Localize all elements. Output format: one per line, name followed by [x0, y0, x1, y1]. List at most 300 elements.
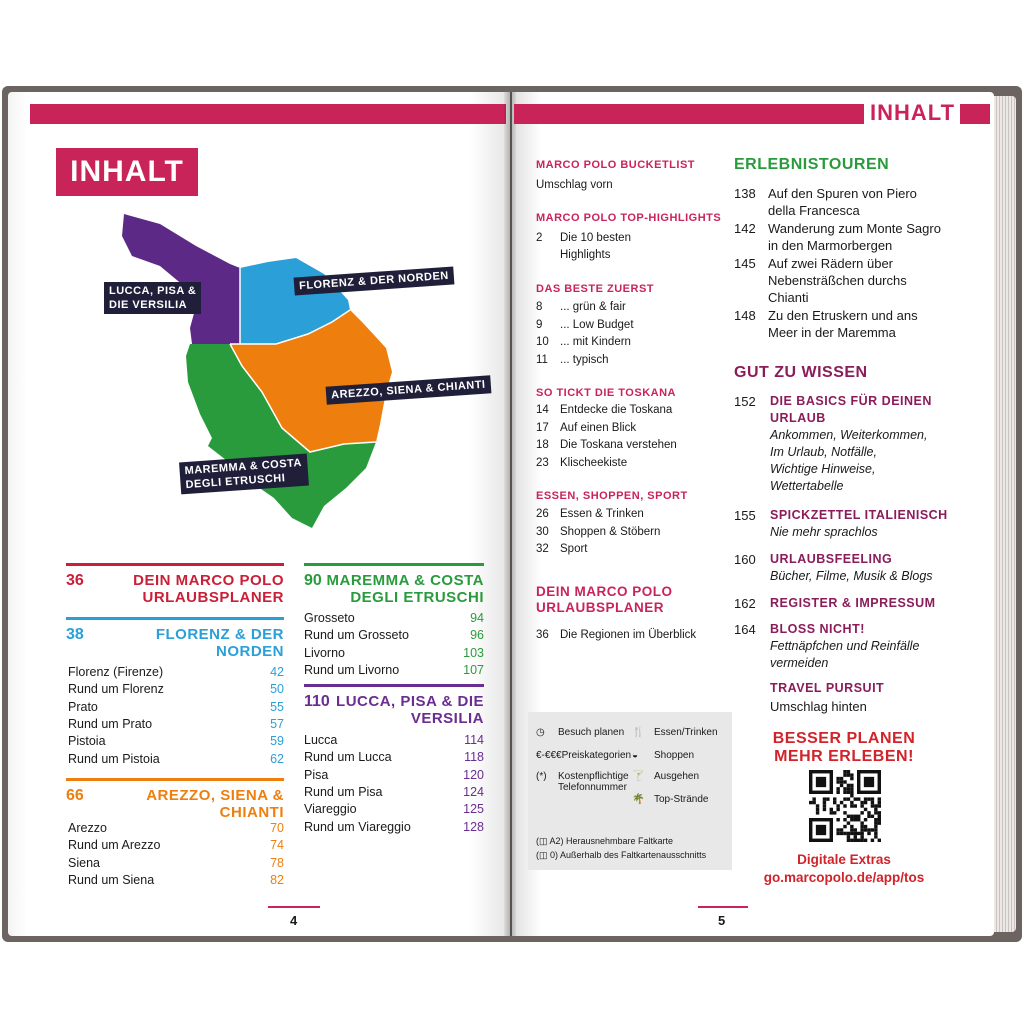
- section-title-line1: DEIN MARCO POLO: [133, 572, 284, 589]
- qr-module: [854, 839, 857, 842]
- section-tickt-title: SO TICKT DIE TOSKANA: [536, 387, 676, 399]
- toc-row[interactable]: [304, 732, 484, 749]
- planer-title-line1: DEIN MARCO POLO: [536, 584, 673, 599]
- region-lucca: [122, 214, 240, 344]
- qr-module: [854, 835, 857, 838]
- toc-row[interactable]: [68, 751, 284, 768]
- toc-line-text: Sport: [560, 543, 588, 555]
- legend-text-line: Top-Strände: [654, 794, 709, 805]
- info-page: 155: [734, 508, 756, 523]
- legend-item: [536, 771, 629, 793]
- info-title: [770, 621, 970, 638]
- highlights-line-2: Highlights: [560, 249, 611, 261]
- qr-module: [871, 804, 874, 807]
- toc-row[interactable]: [304, 767, 484, 784]
- qr-module: [836, 791, 839, 794]
- toc-line[interactable]: [536, 542, 588, 557]
- toc-row[interactable]: [68, 681, 284, 698]
- toc-row-name: Rund um Prato: [68, 716, 153, 731]
- toc-line-number: 11: [536, 353, 548, 366]
- qr-module: [878, 797, 881, 800]
- qr-module: [847, 821, 850, 824]
- toc-line-text: ... grün & fair: [560, 301, 626, 313]
- qr-module: [843, 780, 846, 783]
- qr-module: [847, 815, 850, 818]
- toc-line[interactable]: [536, 456, 627, 471]
- toc-row[interactable]: [68, 699, 284, 716]
- qr-module: [874, 811, 877, 814]
- qr-module: [840, 780, 843, 783]
- top-bar-right: [514, 104, 864, 124]
- section-number: 90: [304, 572, 322, 589]
- info-subtitle-line: Nie mehr sprachlos: [770, 525, 878, 539]
- top-bar-left: [30, 104, 506, 124]
- qr-module: [812, 801, 815, 804]
- tour-item[interactable]: [734, 307, 974, 341]
- toc-row[interactable]: [304, 749, 484, 766]
- qr-module: [854, 815, 857, 818]
- toc-row[interactable]: [68, 733, 284, 750]
- qr-module: [871, 828, 874, 831]
- tour-item[interactable]: [734, 255, 974, 306]
- section-title-line2: VERSILIA: [410, 710, 484, 727]
- toc-row[interactable]: [304, 645, 484, 662]
- toc-row-name: Grosseto: [304, 611, 355, 625]
- section-bucketlist-title: MARCO POLO BUCKETLIST: [536, 159, 695, 171]
- qr-module: [864, 825, 867, 828]
- qr-module: [857, 832, 860, 835]
- qr-module: [878, 818, 881, 821]
- qr-module: [850, 825, 853, 828]
- legend-text-line: Besuch planen: [558, 727, 625, 738]
- fork-knife-icon: 🍴: [632, 727, 645, 738]
- legend-text: [654, 750, 694, 761]
- toc-section-lucca: [304, 684, 484, 730]
- section-title: [336, 693, 484, 727]
- qr-module: [840, 784, 843, 787]
- qr-module: [847, 835, 850, 838]
- toc-section-planer: [66, 563, 284, 613]
- qr-module: [836, 818, 839, 821]
- toc-row[interactable]: [304, 627, 484, 644]
- qr-module: [836, 777, 839, 780]
- qr-module: [857, 818, 860, 821]
- toc-row[interactable]: [304, 662, 484, 679]
- tour-title: [768, 255, 968, 306]
- info-title: [770, 551, 970, 568]
- qr-module: [843, 825, 846, 828]
- page-header: INHALT: [870, 100, 956, 125]
- toc-line-number: 32: [536, 543, 549, 555]
- qr-module: [823, 797, 826, 800]
- toc-row-name: Livorno: [304, 645, 345, 660]
- qr-module: [854, 832, 857, 835]
- toc-line-text: ... typisch: [560, 353, 609, 366]
- toc-line-text: ... Low Budget: [560, 318, 634, 331]
- toc-row-name: Rund um Viareggio: [304, 819, 411, 834]
- highlights-text-1: Die 10 besten: [560, 232, 631, 244]
- tour-title-line: Auf zwei Rädern über: [768, 256, 894, 271]
- toc-row-page: 103: [463, 645, 484, 660]
- qr-module: [864, 828, 867, 831]
- qr-module: [874, 832, 877, 835]
- qr-module: [864, 839, 867, 842]
- page-number-bar-left: [268, 906, 320, 908]
- qr-module: [850, 777, 853, 780]
- section-title-line2: NORDEN: [215, 643, 284, 660]
- section-number: 36: [66, 572, 84, 589]
- qr-module: [816, 777, 826, 787]
- toc-row-page: 82: [270, 872, 284, 887]
- toc-row-name: Rund um Lucca: [304, 750, 392, 765]
- info-item[interactable]: [734, 507, 974, 541]
- section-title: [133, 572, 284, 606]
- legend-text-line: Telefonnummer: [558, 782, 627, 793]
- toc-row[interactable]: [304, 610, 484, 627]
- qr-module: [878, 804, 881, 807]
- legend-text: [654, 794, 708, 805]
- toc-line-number: 30: [536, 525, 549, 538]
- info-title-line: URLAUBSFEELING: [770, 552, 893, 566]
- tour-page: 138: [734, 186, 756, 201]
- info-title-line: DIE BASICS FÜR DEINEN: [770, 394, 932, 408]
- qr-module: [864, 801, 867, 804]
- toc-row[interactable]: [304, 819, 484, 836]
- legend-text: [558, 727, 624, 738]
- qr-module: [836, 828, 839, 831]
- toc-row-page: 57: [270, 716, 284, 731]
- toc-line[interactable]: [536, 353, 609, 368]
- qr-module: [850, 839, 853, 842]
- qr-module: [816, 825, 826, 835]
- toc-line[interactable]: [536, 335, 631, 350]
- page-title: INHALT: [56, 148, 198, 196]
- qr-module: [854, 828, 857, 831]
- section-number: 110: [304, 693, 330, 710]
- book-spine: [504, 92, 516, 936]
- toc-line-text: ... mit Kindern: [560, 336, 631, 348]
- section-title-line1: FLORENZ & DER: [155, 626, 284, 643]
- legend-note-1: (◫ A2) Herausnehmbare Faltkarte: [536, 836, 674, 846]
- info-subtitle-line: Fettnäpfchen und Reinfälle: [770, 639, 920, 653]
- gut-zu-wissen-title: GUT ZU WISSEN: [734, 364, 868, 381]
- info-subtitle: [770, 524, 970, 541]
- legend-text: [654, 771, 699, 782]
- qr-module: [836, 832, 839, 835]
- tour-title-line: Meer in der Maremma: [768, 325, 896, 340]
- map-label-lucca: [104, 282, 201, 314]
- palm-tree-icon: 🌴: [632, 794, 645, 805]
- legend-item: [536, 750, 631, 761]
- info-title: [770, 507, 970, 524]
- qr-module: [857, 815, 860, 818]
- info-page: 162: [734, 596, 756, 611]
- qr-module: [871, 801, 874, 804]
- section-essen-title: ESSEN, SHOPPEN, SPORT: [536, 490, 688, 502]
- qr-module: [840, 828, 843, 831]
- qr-module: [850, 828, 853, 831]
- qr-module: [867, 832, 870, 835]
- info-page: 164: [734, 622, 756, 637]
- legend-text-line: Shoppen: [654, 750, 695, 761]
- qr-code-icon[interactable]: [802, 770, 888, 842]
- toc-line-number: 17: [536, 421, 549, 434]
- legend-item: [632, 794, 708, 805]
- toc-row-page: 59: [270, 734, 284, 749]
- toc-row[interactable]: [68, 664, 284, 681]
- qr-module: [867, 815, 870, 818]
- toc-row-page: 96: [470, 628, 484, 643]
- qr-module: [836, 780, 839, 783]
- qr-module: [816, 811, 819, 814]
- erlebnistouren-title: ERLEBNISTOUREN: [734, 156, 890, 173]
- qr-module: [850, 791, 853, 794]
- qr-module: [850, 801, 853, 804]
- qr-module: [843, 787, 846, 790]
- toc-line[interactable]: [536, 438, 677, 453]
- toc-line[interactable]: [536, 300, 626, 315]
- legend-item: [536, 727, 624, 738]
- travel-pursuit-line: Umschlag hinten: [770, 699, 867, 714]
- info-item[interactable]: [734, 621, 974, 672]
- info-subtitle-line: Wettertabelle: [770, 479, 844, 493]
- toc-row[interactable]: [68, 872, 284, 889]
- legend-item: [632, 771, 699, 782]
- toc-row[interactable]: [68, 820, 284, 837]
- section-title-line2: URLAUBSPLANER: [142, 589, 284, 606]
- toc-row-name: Pisa: [304, 767, 329, 782]
- info-title: [770, 393, 970, 427]
- legend-text-line: Ausgehen: [654, 771, 700, 782]
- info-title: [770, 595, 970, 612]
- qr-module: [878, 821, 881, 824]
- toc-row-name: Rund um Livorno: [304, 662, 400, 677]
- qr-module: [843, 832, 846, 835]
- toc-row[interactable]: [68, 837, 284, 854]
- qr-module: [833, 801, 836, 804]
- toc-line-number: 9: [536, 318, 543, 331]
- toc-row[interactable]: [304, 801, 484, 818]
- clock-icon: ◷: [536, 727, 545, 738]
- info-title-line: SPICKZETTEL ITALIENISCH: [770, 508, 948, 522]
- qr-module: [847, 832, 850, 835]
- promo-title-line1: BESSER PLANEN: [772, 730, 916, 747]
- qr-module: [864, 818, 867, 821]
- tour-title-line: Chianti: [768, 290, 809, 305]
- toc-row[interactable]: [68, 716, 284, 733]
- qr-module: [840, 801, 843, 804]
- qr-module: [830, 808, 833, 811]
- digital-extras-label: Digitale Extras: [797, 852, 891, 867]
- qr-module: [836, 808, 839, 811]
- tour-title: [768, 307, 968, 341]
- info-subtitle: [770, 568, 970, 585]
- qr-module: [843, 804, 846, 807]
- qr-module: [867, 797, 870, 800]
- legend-item: [632, 727, 718, 738]
- tour-item[interactable]: [734, 220, 974, 254]
- promo-title: [744, 730, 944, 766]
- toc-row-name: Viareggio: [304, 802, 357, 817]
- section-title: [146, 787, 284, 821]
- info-item[interactable]: [734, 595, 974, 612]
- qr-module: [850, 832, 853, 835]
- toc-row-name: Rund um Arezzo: [68, 838, 161, 853]
- qr-module: [864, 797, 867, 800]
- qr-module: [871, 797, 874, 800]
- info-title-line: REGISTER & IMPRESSUM: [770, 596, 936, 610]
- toc-line-text: Entdecke die Toskana: [560, 404, 673, 416]
- qr-module: [854, 797, 857, 800]
- toc-row[interactable]: [68, 855, 284, 872]
- toc-line[interactable]: [536, 403, 672, 418]
- qr-module: [860, 801, 863, 804]
- toc-row-page: 128: [463, 819, 484, 834]
- top-bar-end: [960, 104, 990, 124]
- toc-row-name: Florenz (Firenze): [68, 665, 164, 679]
- section-title-line2: CHIANTI: [219, 804, 284, 821]
- info-title-line: URLAUB: [770, 411, 826, 425]
- section-title: [156, 626, 284, 660]
- info-page: 160: [734, 552, 756, 567]
- qr-module: [850, 818, 853, 821]
- map-label-arezzo: AREZZO, SIENA & CHIANTI: [326, 375, 492, 404]
- qr-module: [843, 770, 846, 773]
- toc-row-page: 70: [270, 821, 284, 835]
- toc-line-text: Shoppen & Stöbern: [560, 525, 661, 538]
- toc-row-page: 78: [270, 855, 284, 870]
- tour-page: 145: [734, 256, 756, 271]
- euro-icon: €-€€€: [536, 750, 562, 761]
- tour-item[interactable]: [734, 185, 974, 219]
- section-number: 66: [66, 787, 84, 804]
- tour-title-line: Wanderung zum Monte Sagro: [768, 221, 941, 236]
- planer-title-line2: URLAUBSPLANER: [536, 600, 664, 615]
- planer-line: [536, 628, 696, 643]
- toc-line-number: 18: [536, 439, 549, 451]
- qr-module: [878, 801, 881, 804]
- qr-module: [874, 825, 877, 828]
- tour-title-line: della Francesca: [768, 203, 860, 218]
- map-label-maremma-line1: MAREMMA & COSTA: [184, 456, 303, 478]
- qr-module: [854, 818, 857, 821]
- qr-module: [878, 811, 881, 814]
- qr-module: [847, 787, 850, 790]
- info-item[interactable]: [734, 551, 974, 585]
- toc-line-number: 23: [536, 456, 549, 469]
- qr-module: [850, 804, 853, 807]
- qr-module: [860, 821, 863, 824]
- qr-module: [857, 797, 860, 800]
- cocktail-icon: 🍸: [632, 771, 645, 782]
- toc-line-text: Klischeekiste: [560, 456, 628, 469]
- toc-row-name: Rund um Siena: [68, 872, 155, 887]
- qr-module: [867, 811, 870, 814]
- qr-module: [843, 791, 846, 794]
- toc-row[interactable]: [304, 784, 484, 801]
- info-item[interactable]: [734, 393, 974, 495]
- qr-module: [878, 815, 881, 818]
- travel-pursuit-title: TRAVEL PURSUIT: [770, 681, 885, 695]
- asterisk-icon: (*): [536, 771, 547, 782]
- qr-module: [809, 801, 812, 804]
- qr-module: [871, 839, 874, 842]
- legend-text: [558, 771, 629, 793]
- toc-row-page: 124: [463, 784, 484, 799]
- qr-module: [860, 825, 863, 828]
- toc-line[interactable]: [536, 525, 660, 540]
- toc-row-page: 114: [464, 733, 484, 747]
- toc-line-number: 26: [536, 508, 549, 520]
- info-page: 152: [734, 394, 756, 409]
- qr-module: [843, 797, 846, 800]
- qr-module: [874, 835, 877, 838]
- qr-module: [874, 804, 877, 807]
- qr-module: [812, 797, 815, 800]
- shopping-basket-icon: ◒: [632, 750, 639, 761]
- qr-module: [850, 787, 853, 790]
- toc-row-page: 120: [463, 767, 484, 782]
- qr-module: [874, 828, 877, 831]
- qr-module: [860, 811, 863, 814]
- section-title-line1: MAREMMA & COSTA: [326, 572, 484, 589]
- toc-line-number: 10: [536, 336, 549, 348]
- qr-module: [850, 794, 853, 797]
- promo-title-line2: MEHR ERLEBEN!: [774, 748, 914, 765]
- section-beste-title: DAS BESTE ZUERST: [536, 283, 655, 295]
- legend-text-line: Essen/Trinken: [654, 727, 718, 738]
- tour-page: 148: [734, 308, 756, 323]
- map-label-florenz: FLORENZ & DER NORDEN: [294, 266, 455, 295]
- legend-text: [562, 750, 631, 761]
- toc-row-page: 118: [464, 750, 484, 765]
- qr-module: [871, 815, 874, 818]
- qr-module: [840, 777, 843, 780]
- toc-row-page: 50: [270, 682, 284, 697]
- section-title-line1: LUCCA, PISA & DIE: [336, 693, 484, 710]
- map-label-maremma-line2: DEGLI ETRUSCHI: [185, 472, 286, 492]
- qr-module: [847, 791, 850, 794]
- toc-row-page: 107: [463, 662, 484, 677]
- toc-line-text: Auf einen Blick: [560, 421, 637, 434]
- info-subtitle-line: Ankommen, Weiterkommen,: [770, 428, 928, 442]
- toc-row-page: 94: [470, 611, 484, 625]
- toc-row-name: Rund um Florenz: [68, 682, 164, 697]
- info-title-line: BLOSS NICHT!: [770, 622, 865, 636]
- qr-module: [840, 832, 843, 835]
- qr-module: [836, 804, 839, 807]
- section-title-line1: AREZZO, SIENA &: [146, 787, 284, 804]
- qr-module: [833, 797, 836, 800]
- toc-line[interactable]: [536, 318, 634, 333]
- toc-row-name: Rund um Pistoia: [68, 751, 160, 766]
- qr-module: [860, 804, 863, 807]
- travel-pursuit: [734, 680, 974, 714]
- toc-section-florenz: [66, 617, 284, 663]
- info-subtitle-line: Bücher, Filme, Musik & Blogs: [770, 569, 933, 583]
- page-number-bar-right: [698, 906, 748, 908]
- toc-row-name: Prato: [68, 699, 98, 714]
- qr-module: [878, 839, 881, 842]
- toc-row-name: Lucca: [304, 733, 338, 747]
- toc-row-name: Rund um Pisa: [304, 784, 383, 799]
- toc-line[interactable]: [536, 421, 636, 436]
- map-label-lucca-line1: LUCCA, PISA &: [109, 285, 197, 297]
- digital-extras-url[interactable]: go.marcopolo.de/app/tos: [763, 870, 925, 885]
- toc-line[interactable]: [536, 507, 644, 522]
- qr-module: [843, 811, 846, 814]
- tour-title-line: Nebensträßchen durchs: [768, 273, 907, 288]
